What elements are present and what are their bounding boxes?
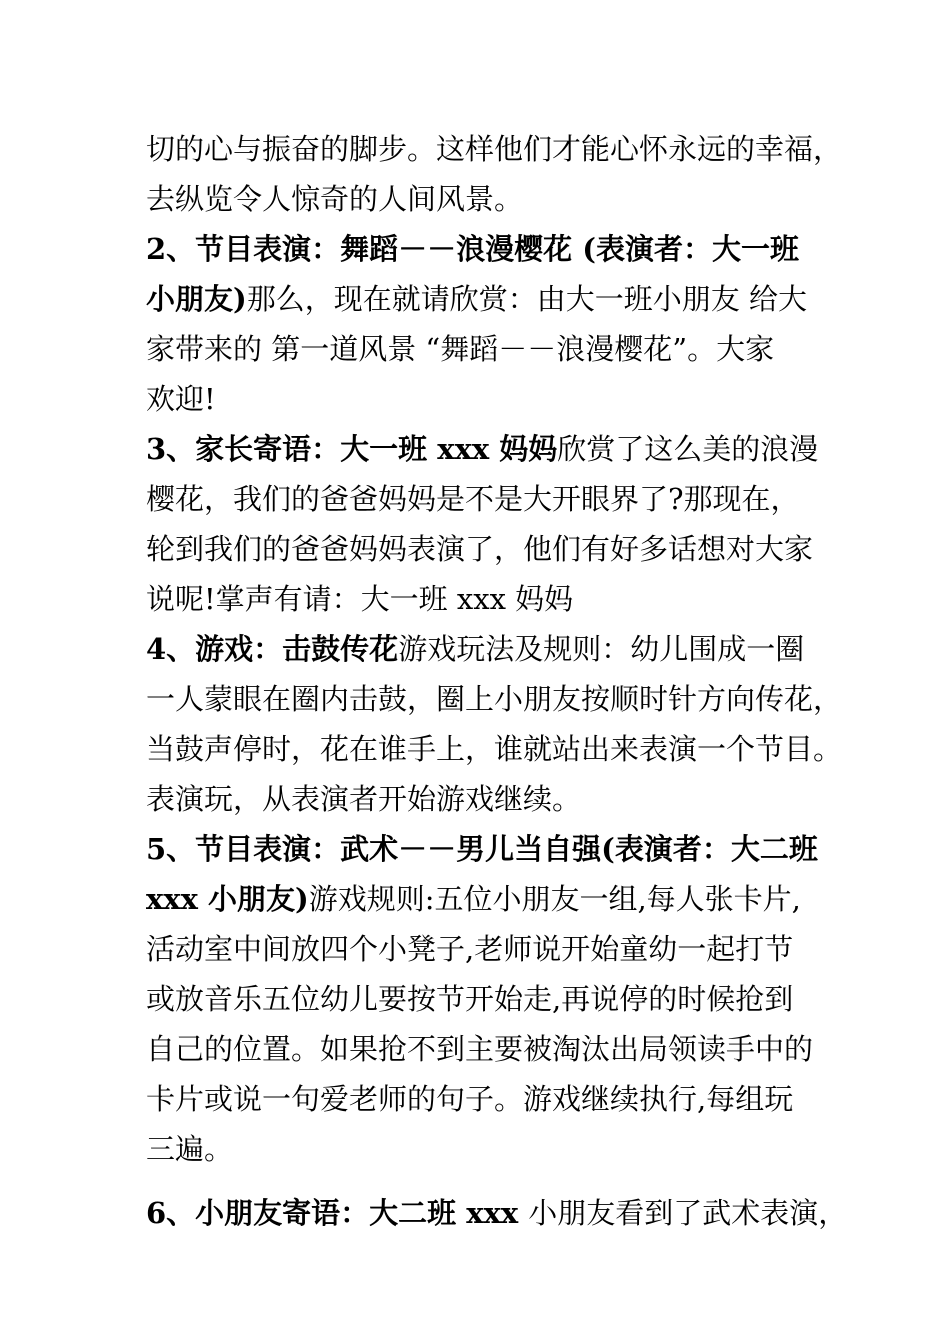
text-line xyxy=(146,224,836,274)
body-text: 当鼓声停时，花在谁手上，谁就站出来表演一个节目。 xyxy=(146,732,843,766)
text-line xyxy=(146,624,836,674)
text-line xyxy=(146,574,836,624)
heading-text: 小朋友) xyxy=(146,282,247,316)
text-line xyxy=(146,474,836,524)
text-line xyxy=(146,1024,836,1074)
body-text: 切的心与振奋的脚步。这样他们才能心怀永远的幸福， xyxy=(146,132,843,166)
body-text: 说呢!掌声有请：大一班 xxx 妈妈 xyxy=(146,582,574,616)
text-line xyxy=(146,1188,848,1238)
body-text: 欣赏了这么美的浪漫 xyxy=(557,432,819,466)
body-text: 那么，现在就请欣赏：由大一班小朋友 给大 xyxy=(246,282,807,316)
document-body xyxy=(146,124,848,1238)
body-text: 小朋友看到了武术表演， xyxy=(528,1196,848,1230)
text-line xyxy=(146,374,836,424)
text-line xyxy=(146,874,836,924)
text-line xyxy=(146,324,836,374)
body-text: 樱花，我们的爸爸妈妈是不是大开眼界了?那现在， xyxy=(146,482,800,516)
body-text: 自己的位置。如果抢不到主要被淘汰出局领读手中的 xyxy=(146,1032,814,1066)
heading-text: 6、小朋友寄语：大二班 xxx xyxy=(146,1196,529,1230)
body-text: 去纵览令人惊奇的人间风景。 xyxy=(146,182,524,216)
heading-text: xxx 小朋友) xyxy=(146,882,309,916)
body-text: 游戏规则:五位小朋友一组,每人张卡片, xyxy=(308,882,801,916)
text-line xyxy=(146,524,836,574)
text-line xyxy=(146,724,843,774)
text-line xyxy=(146,274,836,324)
body-text: 游戏玩法及规则：幼儿围成一圈 xyxy=(398,632,805,666)
body-text: 一人蒙眼在圈内击鼓，圈上小朋友按顺时针方向传花， xyxy=(146,682,843,716)
text-line xyxy=(146,924,836,974)
heading-text: 2、节目表演：舞蹈－－浪漫樱花 (表演者：大一班 xyxy=(146,232,799,266)
body-text: 或放音乐五位幼儿要按节开始走,再说停的时候抢到 xyxy=(146,982,794,1016)
body-text: 欢迎! xyxy=(146,382,216,416)
text-line xyxy=(146,774,836,824)
text-line xyxy=(146,124,843,174)
heading-text: 3、家长寄语：大一班 xxx 妈妈 xyxy=(146,432,558,466)
body-text: 表演玩，从表演者开始游戏继续。 xyxy=(146,782,582,816)
text-line xyxy=(146,424,836,474)
body-text: 三遍。 xyxy=(146,1132,234,1166)
text-line xyxy=(146,1124,836,1174)
body-text: 活动室中间放四个小凳子,老师说开始童幼一起打节 xyxy=(146,932,794,966)
body-text: 家带来的 第一道风景 “舞蹈－－浪漫樱花”。大家 xyxy=(146,332,775,366)
body-text: 卡片或说一句爱老师的句子。游戏继续执行,每组玩 xyxy=(146,1082,794,1116)
text-line xyxy=(146,174,836,224)
text-line xyxy=(146,1074,836,1124)
text-line xyxy=(146,674,843,724)
heading-text: 5、节目表演：武术－－男儿当自强(表演者：大二班 xyxy=(146,832,818,866)
body-text: 轮到我们的爸爸妈妈表演了，他们有好多话想对大家 xyxy=(146,532,814,566)
text-line xyxy=(146,974,836,1024)
text-line xyxy=(146,824,836,874)
heading-text: 4、游戏：击鼓传花 xyxy=(146,632,399,666)
